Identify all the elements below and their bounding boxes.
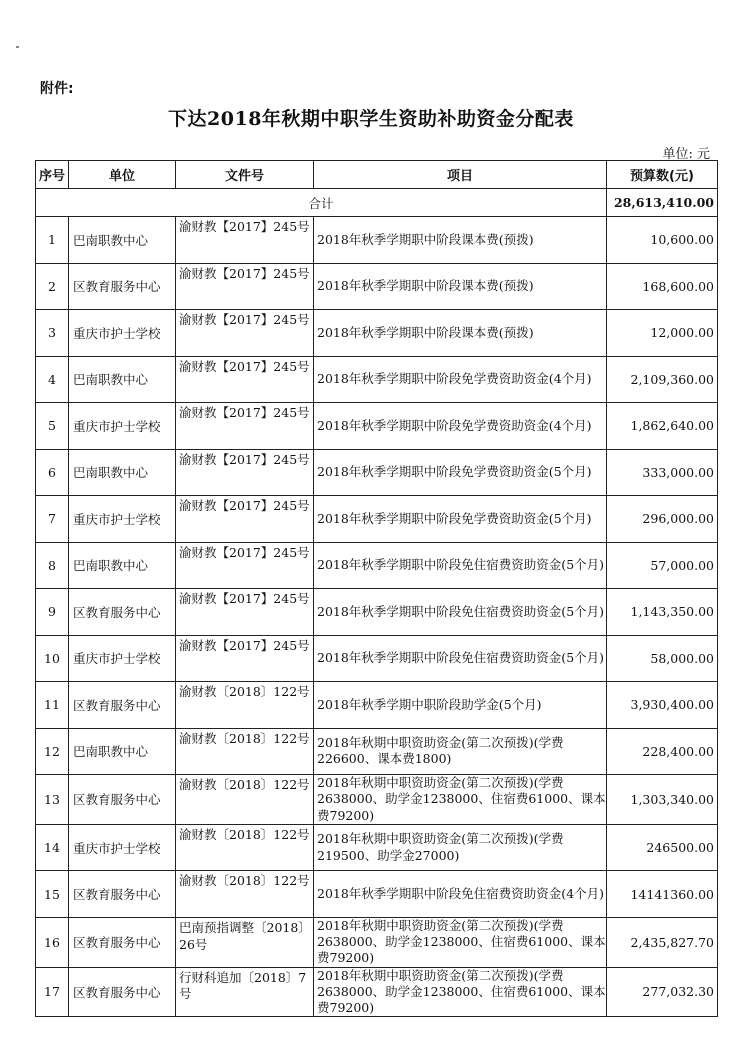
- row-item: 2018年秋季学期职中阶段免学费资助资金(4个月): [314, 403, 607, 450]
- row-unit: 区教育服务中心: [69, 775, 176, 825]
- row-amount: 246500.00: [607, 824, 718, 871]
- row-item: 2018年秋期中职资助资金(第二次预拨)(学费2638000、助学金1238000、住宿费61000、课本费79200): [314, 775, 607, 825]
- row-doc: 渝财教【2017】245号: [176, 263, 314, 310]
- row-doc: 渝财教【2017】245号: [176, 217, 314, 264]
- row-doc: 渝财教〔2018〕122号: [176, 871, 314, 918]
- row-unit: 巴南职教中心: [69, 356, 176, 403]
- row-seq: 5: [36, 403, 69, 450]
- header-amount: 预算数(元): [607, 161, 718, 189]
- row-unit: 巴南职教中心: [69, 449, 176, 496]
- row-doc: 渝财教【2017】245号: [176, 635, 314, 682]
- row-doc: 巴南预指调整〔2018〕26号: [176, 917, 314, 967]
- row-seq: 14: [36, 824, 69, 871]
- row-unit: 重庆市护士学校: [69, 496, 176, 543]
- row-unit: 巴南职教中心: [69, 728, 176, 775]
- row-item: 2018年秋季学期职中阶段免学费资助资金(5个月): [314, 449, 607, 496]
- total-label: 合计: [36, 189, 607, 217]
- row-amount: 1,303,340.00: [607, 775, 718, 825]
- row-item: 2018年秋季学期职中阶段免学费资助资金(4个月): [314, 356, 607, 403]
- row-item: 2018年秋季学期职中阶段免住宿费资助资金(5个月): [314, 589, 607, 636]
- row-unit: 重庆市护士学校: [69, 403, 176, 450]
- table-row: [36, 682, 718, 729]
- row-amount: 1,862,640.00: [607, 403, 718, 450]
- row-amount: 2,109,360.00: [607, 356, 718, 403]
- row-seq: 7: [36, 496, 69, 543]
- row-amount: 3,930,400.00: [607, 682, 718, 729]
- row-seq: 9: [36, 589, 69, 636]
- row-seq: 10: [36, 635, 69, 682]
- row-item: 2018年秋期中职资助资金(第二次预拨)(学费219500、助学金27000): [314, 824, 607, 871]
- row-unit: 重庆市护士学校: [69, 824, 176, 871]
- table-row: [36, 871, 718, 918]
- total-amount: 28,613,410.00: [607, 189, 718, 217]
- row-doc: 渝财教【2017】245号: [176, 356, 314, 403]
- row-seq: 1: [36, 217, 69, 264]
- row-item: 2018年秋季学期职中阶段课本费(预拨): [314, 310, 607, 357]
- row-item: 2018年秋季学期中职阶段助学金(5个月): [314, 682, 607, 729]
- table-row: [36, 967, 718, 1017]
- header-seq: 序号: [36, 161, 69, 189]
- row-unit: 巴南职教中心: [69, 542, 176, 589]
- row-doc: 渝财教【2017】245号: [176, 310, 314, 357]
- table-row: [36, 496, 718, 543]
- row-item: 2018年秋期中职资助资金(第二次预拨)(学费226600、课本费1800): [314, 728, 607, 775]
- row-doc: 渝财教【2017】245号: [176, 496, 314, 543]
- row-amount: 10,600.00: [607, 217, 718, 264]
- row-unit: 区教育服务中心: [69, 263, 176, 310]
- row-seq: 12: [36, 728, 69, 775]
- row-unit: 重庆市护士学校: [69, 635, 176, 682]
- row-unit: 区教育服务中心: [69, 917, 176, 967]
- row-unit: 巴南职教中心: [69, 217, 176, 264]
- row-seq: 11: [36, 682, 69, 729]
- total-row: [36, 189, 718, 217]
- row-amount: 1,143,350.00: [607, 589, 718, 636]
- row-amount: 333,000.00: [607, 449, 718, 496]
- row-item: 2018年秋季学期职中阶段免学费资助资金(5个月): [314, 496, 607, 543]
- row-amount: 57,000.00: [607, 542, 718, 589]
- row-amount: 2,435,827.70: [607, 917, 718, 967]
- row-item: 2018年秋季学期职中阶段免住宿费资助资金(4个月): [314, 871, 607, 918]
- row-seq: 15: [36, 871, 69, 918]
- table-row: [36, 775, 718, 825]
- table-row: [36, 824, 718, 871]
- row-seq: 17: [36, 967, 69, 1017]
- row-doc: 渝财教【2017】245号: [176, 542, 314, 589]
- attachment-label: 附件:: [40, 81, 74, 97]
- row-unit: 重庆市护士学校: [69, 310, 176, 357]
- table-row: [36, 917, 718, 967]
- table-row: [36, 310, 718, 357]
- table-row: [36, 403, 718, 450]
- row-seq: 16: [36, 917, 69, 967]
- row-amount: 277,032.30: [607, 967, 718, 1017]
- row-item: 2018年秋期中职资助资金(第二次预拨)(学费2638000、助学金1238000、住宿费61000、课本费79200): [314, 967, 607, 1017]
- table-row: [36, 542, 718, 589]
- row-doc: 行财科追加〔2018〕7号: [176, 967, 314, 1017]
- header-unit: 单位: [69, 161, 176, 189]
- row-amount: 12,000.00: [607, 310, 718, 357]
- row-unit: 区教育服务中心: [69, 967, 176, 1017]
- row-unit: 区教育服务中心: [69, 682, 176, 729]
- row-amount: 168,600.00: [607, 263, 718, 310]
- document-title: 下达2018年秋期中职学生资助补助资金分配表: [168, 108, 574, 130]
- row-doc: 渝财教〔2018〕122号: [176, 728, 314, 775]
- scan-speck: [16, 46, 19, 48]
- row-amount: 14141360.00: [607, 871, 718, 918]
- table-row: [36, 217, 718, 264]
- row-seq: 6: [36, 449, 69, 496]
- row-doc: 渝财教【2017】245号: [176, 403, 314, 450]
- row-seq: 8: [36, 542, 69, 589]
- unit-note: 单位: 元: [662, 147, 710, 162]
- table-row: [36, 263, 718, 310]
- row-seq: 3: [36, 310, 69, 357]
- row-item: 2018年秋季学期职中阶段免住宿费资助资金(5个月): [314, 542, 607, 589]
- row-amount: 296,000.00: [607, 496, 718, 543]
- table-row: [36, 449, 718, 496]
- row-item: 2018年秋期中职资助资金(第二次预拨)(学费2638000、助学金1238000、住宿费61000、课本费79200): [314, 917, 607, 967]
- row-seq: 13: [36, 775, 69, 825]
- row-item: 2018年秋季学期职中阶段免住宿费资助资金(5个月): [314, 635, 607, 682]
- row-item: 2018年秋季学期职中阶段课本费(预拨): [314, 217, 607, 264]
- table-row: [36, 356, 718, 403]
- table-row: [36, 635, 718, 682]
- row-item: 2018年秋季学期职中阶段课本费(预拨): [314, 263, 607, 310]
- row-doc: 渝财教〔2018〕122号: [176, 824, 314, 871]
- row-amount: 228,400.00: [607, 728, 718, 775]
- header-row: [36, 161, 718, 189]
- row-unit: 区教育服务中心: [69, 589, 176, 636]
- allocation-table: [35, 160, 718, 1017]
- row-doc: 渝财教【2017】245号: [176, 449, 314, 496]
- row-seq: 2: [36, 263, 69, 310]
- table-row: [36, 728, 718, 775]
- header-item: 项目: [314, 161, 607, 189]
- table-row: [36, 589, 718, 636]
- row-doc: 渝财教【2017】245号: [176, 589, 314, 636]
- row-doc: 渝财教〔2018〕122号: [176, 775, 314, 825]
- row-amount: 58,000.00: [607, 635, 718, 682]
- row-unit: 区教育服务中心: [69, 871, 176, 918]
- header-doc: 文件号: [176, 161, 314, 189]
- row-seq: 4: [36, 356, 69, 403]
- row-doc: 渝财教〔2018〕122号: [176, 682, 314, 729]
